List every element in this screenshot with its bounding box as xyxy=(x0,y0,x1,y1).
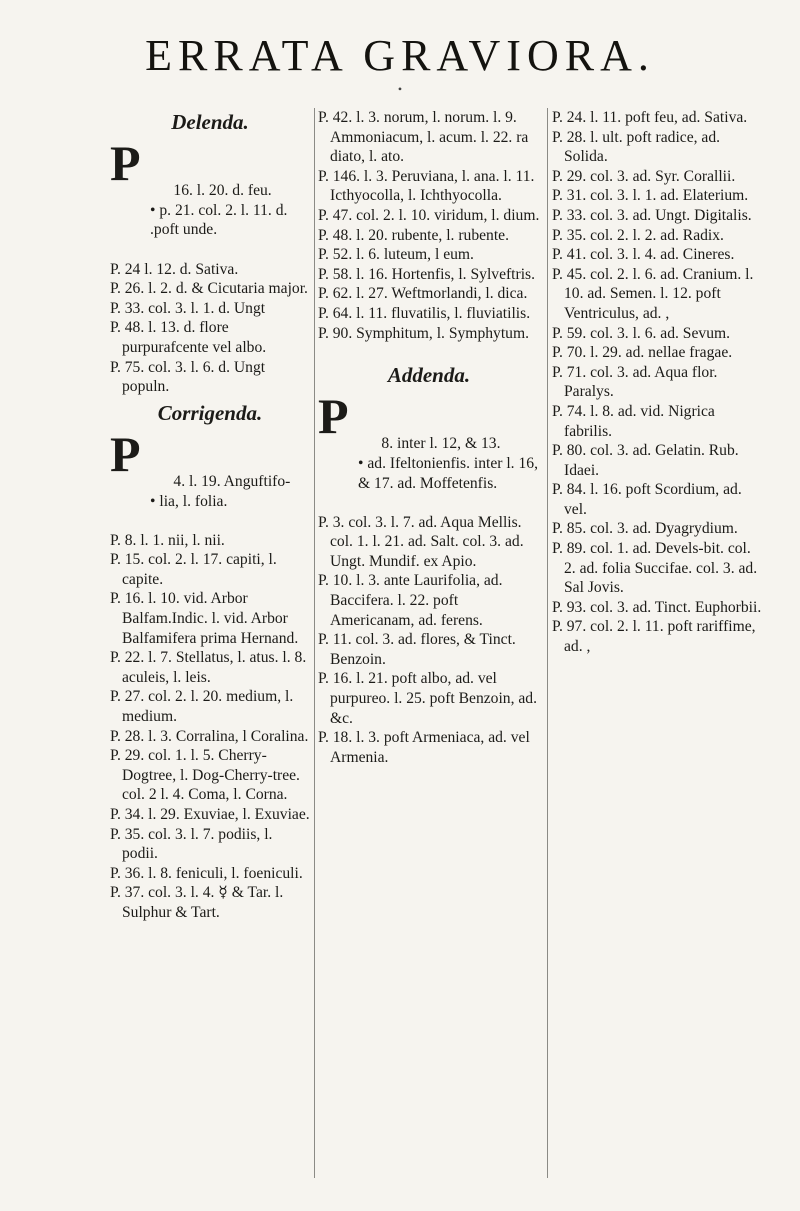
errata-entry: P. 58. l. 16. Hortenfis, l. Sylveftris. xyxy=(318,265,536,283)
errata-entry: P. 36. l. 8. feniculi, l. foeniculi. xyxy=(110,864,303,882)
errata-entry: P. 37. col. 3. l. 4. ☿ & Tar. l. Sulphur & Tart. xyxy=(110,884,288,921)
errata-entry: P. 48. l. 20. rubente, l. rubente. xyxy=(318,226,509,244)
errata-entry: P. 24. l. 11. poft feu, ad. Sativa. xyxy=(552,109,748,126)
entry-text: 8. inter l. 12, & 13. • ad. Ifeltonienfis. inter l. 16, & 17. ad. Moffetenfis. xyxy=(358,435,538,492)
errata-entry: P. 97. col. 2. l. 11. poft rariffime, ad. , xyxy=(552,618,760,656)
errata-entry: P. 18. l. 3. poft Armeniaca, ad. vel Armenia. xyxy=(318,729,533,766)
errata-entry: P. 45. col. 2. l. 6. ad. Cranium. l. 10. ad. Semen. l. 12. poft Ventriculus, ad. , xyxy=(552,265,758,322)
delenda-heading: Delenda. xyxy=(171,110,249,134)
errata-entry: P. 35. col. 2. l. 2. ad. Radix. xyxy=(552,226,724,244)
errata-entry: P. 31. col. 3. l. 1. ad. Elaterium. xyxy=(552,187,749,205)
errata-entry: P. 33. col. 3. l. 1. d. Ungt xyxy=(110,299,266,317)
errata-entry: P. 15. col. 2. l. 17. capiti, l. capite. xyxy=(110,551,281,588)
errata-entry: P. 24 l. 12. d. Sativa. xyxy=(110,260,239,278)
errata-entry: P. 48. l. 13. d. flore purpurafcente vel albo. xyxy=(110,319,267,356)
errata-entry: P. 22. l. 7. Stellatus, l. atus. l. 8. aculeis, l. leis. xyxy=(110,649,311,686)
errata-entry: P. 64. l. 11. fluvatilis, l. fluviatilis. xyxy=(318,304,531,322)
errata-entry: P. 52. l. 6. luteum, l eum. xyxy=(318,246,474,264)
errata-entry: P. 89. col. 1. ad. Devels-bit. col. 2. ad. folia Succifae. col. 3. ad. Sal Jovis. xyxy=(552,540,762,597)
addenda-first-entry xyxy=(318,388,540,513)
column-2 xyxy=(318,108,540,767)
delenda-first-entry xyxy=(110,135,310,260)
errata-entry: P. 34. l. 29. Exuviae, l. Exuviae. xyxy=(110,806,310,823)
column-divider xyxy=(314,108,315,1178)
entry-text: 16. l. 20. d. feu. • p. 21. col. 2. l. 11. d. .poft unde. xyxy=(150,182,288,239)
errata-entry: P. 29. col. 1. l. 5. Cherry-Dogtree, l. Dog-Cherry-tree. col. 2 l. 4. Coma, l. Corna. xyxy=(110,747,304,804)
addenda-continued-list xyxy=(552,108,764,657)
errata-entry: P. 26. l. 2. d. & Cicutaria major. xyxy=(110,280,308,298)
errata-entry: P. 11. col. 3. ad. flores, & Tinct. Benzoin. xyxy=(318,631,520,668)
errata-entry: P. 84. l. 16. poft Scordium, ad. vel. xyxy=(552,481,746,518)
corrigenda-continued-list xyxy=(318,108,540,343)
drop-cap: P xyxy=(318,388,349,445)
addenda-heading: Addenda. xyxy=(387,363,471,388)
errata-entry: P. 90. Symphitum, l. Symphytum. xyxy=(318,324,529,342)
errata-entry: P. 27. col. 2. l. 20. medium, l. medium. xyxy=(110,688,298,726)
corrigenda-list xyxy=(110,531,310,923)
errata-entry: P. 85. col. 3. ad. Dyagrydium. xyxy=(552,520,738,538)
errata-entry: P. 33. col. 3. ad. Ungt. Digitalis. xyxy=(552,206,752,224)
errata-entry: P. 28. l. 3. Corralina, l Coralina. xyxy=(110,727,309,745)
column-divider xyxy=(547,108,548,1178)
errata-entry: P. 16. l. 10. vid. Arbor Balfam.Indic. l. vid. Arbor Balfamifera prima Hernand. xyxy=(110,590,299,647)
errata-entry: P. 80. col. 3. ad. Gelatin. Rub. Idaei. xyxy=(552,442,743,479)
delenda-list xyxy=(110,260,310,397)
errata-entry: P. 28. l. ult. poft radice, ad. Solida. xyxy=(552,128,724,166)
errata-entry: P. 71. col. 3. ad. Aqua flor. Paralys. xyxy=(552,363,722,401)
drop-cap: P xyxy=(110,135,141,191)
column-1 xyxy=(110,108,310,923)
errata-entry: P. 41. col. 3. l. 4. ad. Cineres. xyxy=(552,246,735,264)
addenda-list xyxy=(318,513,540,768)
errata-entry: P. 8. l. 1. nii, l. nii. xyxy=(110,531,225,549)
entry-text: 4. l. 19. Anguftifo- • lia, l. folia. xyxy=(150,472,291,510)
column-3 xyxy=(552,108,764,657)
errata-entry: P. 47. col. 2. l. 10. viridum, l. dium. xyxy=(318,206,540,224)
errata-entry: P. 29. col. 3. ad. Syr. Corallii. xyxy=(552,167,736,185)
ornament-icon: • xyxy=(397,82,403,96)
corrigenda-heading: Corrigenda. xyxy=(157,400,263,425)
drop-cap: P xyxy=(110,425,141,482)
errata-entry: P. 35. col. 3. l. 7. podiis, l. podii. xyxy=(110,825,277,863)
errata-entry: P. 74. l. 8. ad. vid. Nigrica fabrilis. xyxy=(552,402,719,440)
errata-entry: P. 93. col. 3. ad. Tinct. Euphorbii. xyxy=(552,598,762,616)
errata-entry: P. 10. l. 3. ante Laurifolia, ad. Baccifera. l. 22. poft Americanam, ad. ferens. xyxy=(318,572,507,629)
page-title: ERRATA GRAVIORA. xyxy=(145,31,655,80)
errata-entry: P. 16. l. 21. poft albo, ad. vel purpureo. l. 25. poft Benzoin, ad. &c. xyxy=(318,670,541,727)
errata-entry: P. 62. l. 27. Weftmorlandi, l. dica. xyxy=(318,285,528,303)
corrigenda-first-entry xyxy=(110,425,310,531)
errata-entry: P. 146. l. 3. Peruviana, l. ana. l. 11. Icthyocolla, l. Ichthyocolla. xyxy=(318,167,539,205)
errata-entry: P. 75. col. 3. l. 6. d. Ungt populn. xyxy=(110,358,269,396)
errata-entry: P. 59. col. 3. l. 6. ad. Sevum. xyxy=(552,324,731,342)
errata-entry: P. 42. l. 3. norum, l. norum. l. 9. Ammoniacum, l. acum. l. 22. ra diato, l. ato. xyxy=(318,109,533,166)
errata-entry: P. 70. l. 29. ad. nellae fragae. xyxy=(552,344,733,362)
errata-entry: P. 3. col. 3. l. 7. ad. Aqua Mellis. col. 1. l. 21. ad. Salt. col. 3. ad. Ungt. Mundif. ex Apio. xyxy=(318,513,528,570)
